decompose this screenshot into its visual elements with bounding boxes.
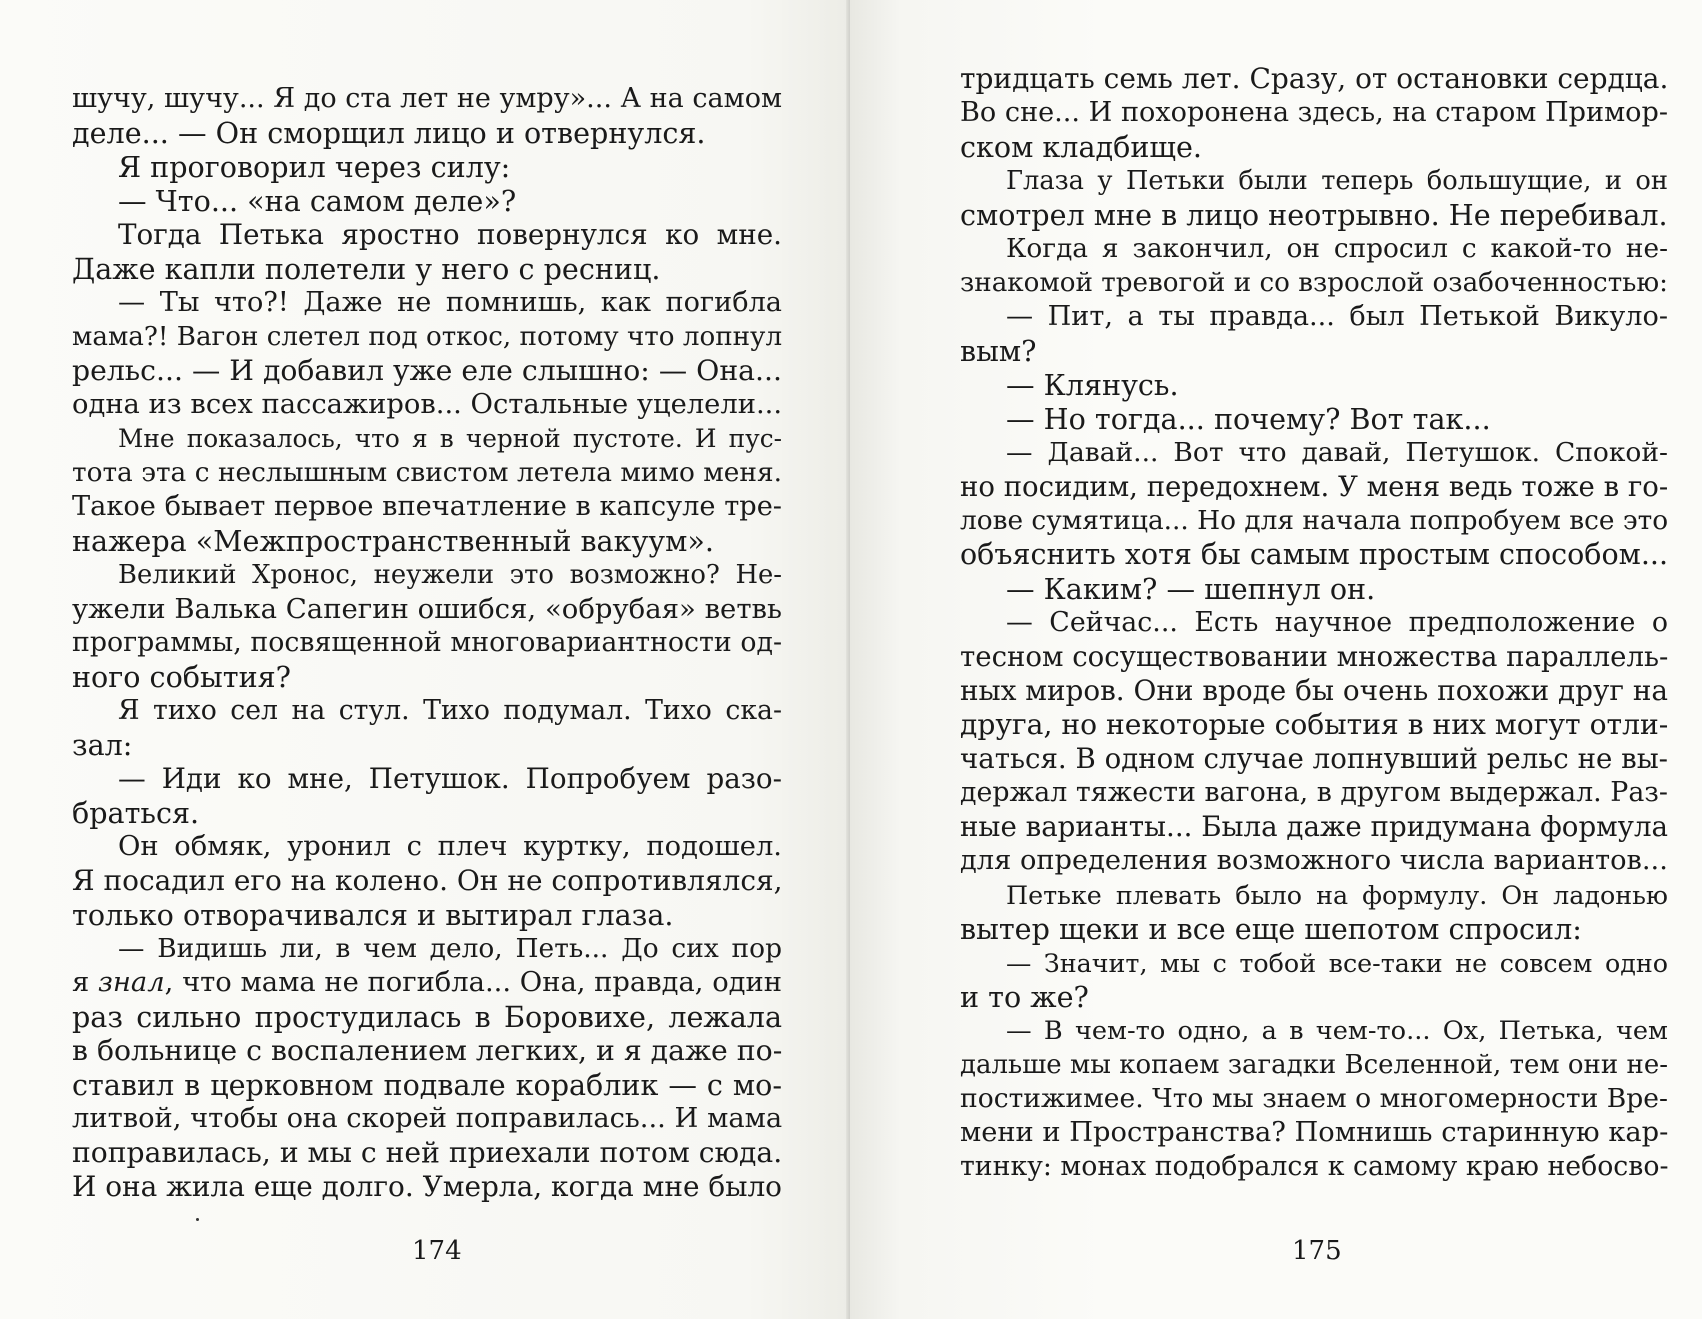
text-line: ставил в церковном подвале кораблик — с мо- — [72, 1068, 782, 1102]
right-page-number: 175 — [1292, 1236, 1342, 1266]
text-line: Глаза у Петьки были теперь большущие, и он — [1006, 166, 1668, 196]
text-line: ные варианты... Была даже придумана формула — [960, 810, 1668, 843]
text-line: Я посадил его на колено. Он не сопротивлялся, — [72, 864, 783, 897]
text-line: деле... — Он сморщил лицо и отвернулся. — [72, 116, 706, 150]
text-line: Когда я закончил, он спросил с какой-то не- — [1006, 234, 1668, 264]
text-line: мени и Пространства? Помнишь старинную кар- — [960, 1117, 1669, 1148]
text-line: литвой, чтобы она скорей поправилась... И мама — [72, 1103, 783, 1134]
right-page — [850, 0, 1702, 1319]
text-line: — Клянусь. — [1006, 368, 1179, 402]
text-line: нажера «Межпространственный вакуум». — [72, 524, 714, 558]
text-line: в больнице с воспалением легких, и я даже по- — [72, 1034, 783, 1067]
text-line: Великий Хронос, неужели это возможно? Не- — [118, 560, 782, 590]
text-line: браться. — [72, 796, 200, 830]
text-line: держал тяжести вагона, в другом выдержал. Раз- — [960, 777, 1668, 808]
text-line: — Значит, мы с тобой все-таки не совсем одно — [1006, 948, 1668, 978]
text-line: вытер щеки и все еще шепотом спросил: — [960, 912, 1582, 946]
text-line: тинку: монах подобрался к самому краю небосво- — [960, 1151, 1669, 1182]
text-line: чаться. В одном случае лопнувший рельс не вы- — [960, 742, 1668, 775]
text-line: — Пит, а ты правда... был Петькой Викуло- — [1006, 301, 1668, 332]
text-line: ском кладбище. — [960, 130, 1202, 164]
text-line: — Каким? — шепнул он. — [1006, 572, 1376, 606]
left-page-number: 174 — [412, 1236, 462, 1266]
text-line: — Иди ко мне, Петушок. Попробуем разо- — [118, 762, 782, 795]
text-line: программы, посвященной многовариантности од- — [72, 627, 782, 658]
left-page-text — [72, 82, 782, 1204]
text-line: ного события? — [72, 660, 292, 694]
text-line: — В чем-то одно, а в чем-то... Ох, Петька, чем — [1006, 1016, 1668, 1046]
text-line: ужели Валька Сапегин ошибся, «обрубая» ветвь — [72, 593, 782, 625]
text-line: — Видишь ли, в чем дело, Петь... До сих пор — [118, 933, 782, 964]
text-line: И она жила еще долго. Умерла, когда мне было — [72, 1170, 782, 1203]
text-line: — Что... «на самом деле»? — [118, 184, 517, 218]
print-speck — [196, 1218, 199, 1221]
right-page-text — [960, 62, 1668, 1184]
text-line: дальше мы копаем загадки Вселенной, тем они не- — [960, 1050, 1668, 1080]
italic-emphasis: знал — [97, 967, 165, 998]
text-line: постижимее. Что мы знаем о многомерности Вре- — [960, 1083, 1668, 1114]
text-line: — Ты что?! Даже не помнишь, как погибла — [118, 287, 782, 318]
text-line: рельс... — И добавил уже еле слышно: — Она... — [72, 354, 782, 387]
text-line: Даже капли полетели у него с ресниц. — [72, 252, 661, 286]
text-line: друга, но некоторые события в них могут отли- — [960, 708, 1669, 741]
text-line: Мне показалось, что я в черной пустоте. И пус- — [118, 424, 782, 453]
text-line: вым? — [960, 334, 1037, 368]
text-line: знакомой тревогой и со взрослой озабоченностью: — [960, 268, 1668, 298]
text-line: одна из всех пассажиров... Остальные уцелели... — [72, 389, 783, 420]
text-line: зал: — [72, 728, 133, 762]
text-line: Петьке плевать было на формулу. Он ладонью — [1006, 880, 1668, 910]
text-line: поправилась, и мы с ней приехали потом сюда. — [72, 1136, 783, 1169]
text-line: тесном сосуществовании множества параллель- — [960, 640, 1669, 673]
text-line: объяснить хотя бы самым простым способом... — [960, 538, 1669, 571]
text-line: тота эта с неслышным свистом летела мимо меня. — [72, 458, 782, 488]
text-line: Такое бывает первое впечатление в капсуле тре- — [72, 491, 782, 522]
text-line: для определения возможного числа вариантов... — [960, 845, 1668, 876]
text-line: только отворачивался и вытирал глаза. — [72, 898, 674, 932]
text-line: тридцать семь лет. Сразу, от остановки сердца. — [960, 62, 1669, 95]
text-line: — Но тогда... почему? Вот так... — [1006, 402, 1491, 436]
text-line: шучу, шучу... Я до ста лет не умру»... А на самом — [72, 83, 782, 114]
text-line: но посидим, передохнем. У меня ведь тоже в го- — [960, 471, 1669, 503]
text-line: Во сне... И похоронена здесь, на старом Примор- — [960, 97, 1668, 128]
text-line: — Давай... Вот что давай, Петушок. Спокой- — [1006, 437, 1668, 468]
left-page — [0, 0, 850, 1319]
text-line: раз сильно простудилась в Боровихе, лежала — [72, 1000, 782, 1034]
text-line: Тогда Петька яростно повернулся ко мне. — [118, 218, 782, 251]
text-line: ных миров. Они вроде бы очень похожи друг на — [960, 674, 1668, 707]
text-line: лове сумятица... Но для начала попробуем все это — [960, 506, 1669, 536]
text-line: Я проговорил через силу: — [118, 150, 511, 184]
text-line: смотрел мне в лицо неотрывно. Не перебивал. — [960, 198, 1668, 232]
text-line: — Сейчас... Есть научное предположение о — [1006, 607, 1668, 638]
text-line: я знал, что мама не погибла... Она, правда, один — [72, 967, 782, 998]
text-line: Я тихо сел на стул. Тихо подумал. Тихо ска- — [118, 695, 782, 726]
text-line: и то же? — [960, 980, 1089, 1014]
text-line: мама?! Вагон слетел под откос, потому что лопнул — [72, 322, 783, 352]
text-line: Он обмяк, уронил с плеч куртку, подошел. — [118, 831, 782, 862]
